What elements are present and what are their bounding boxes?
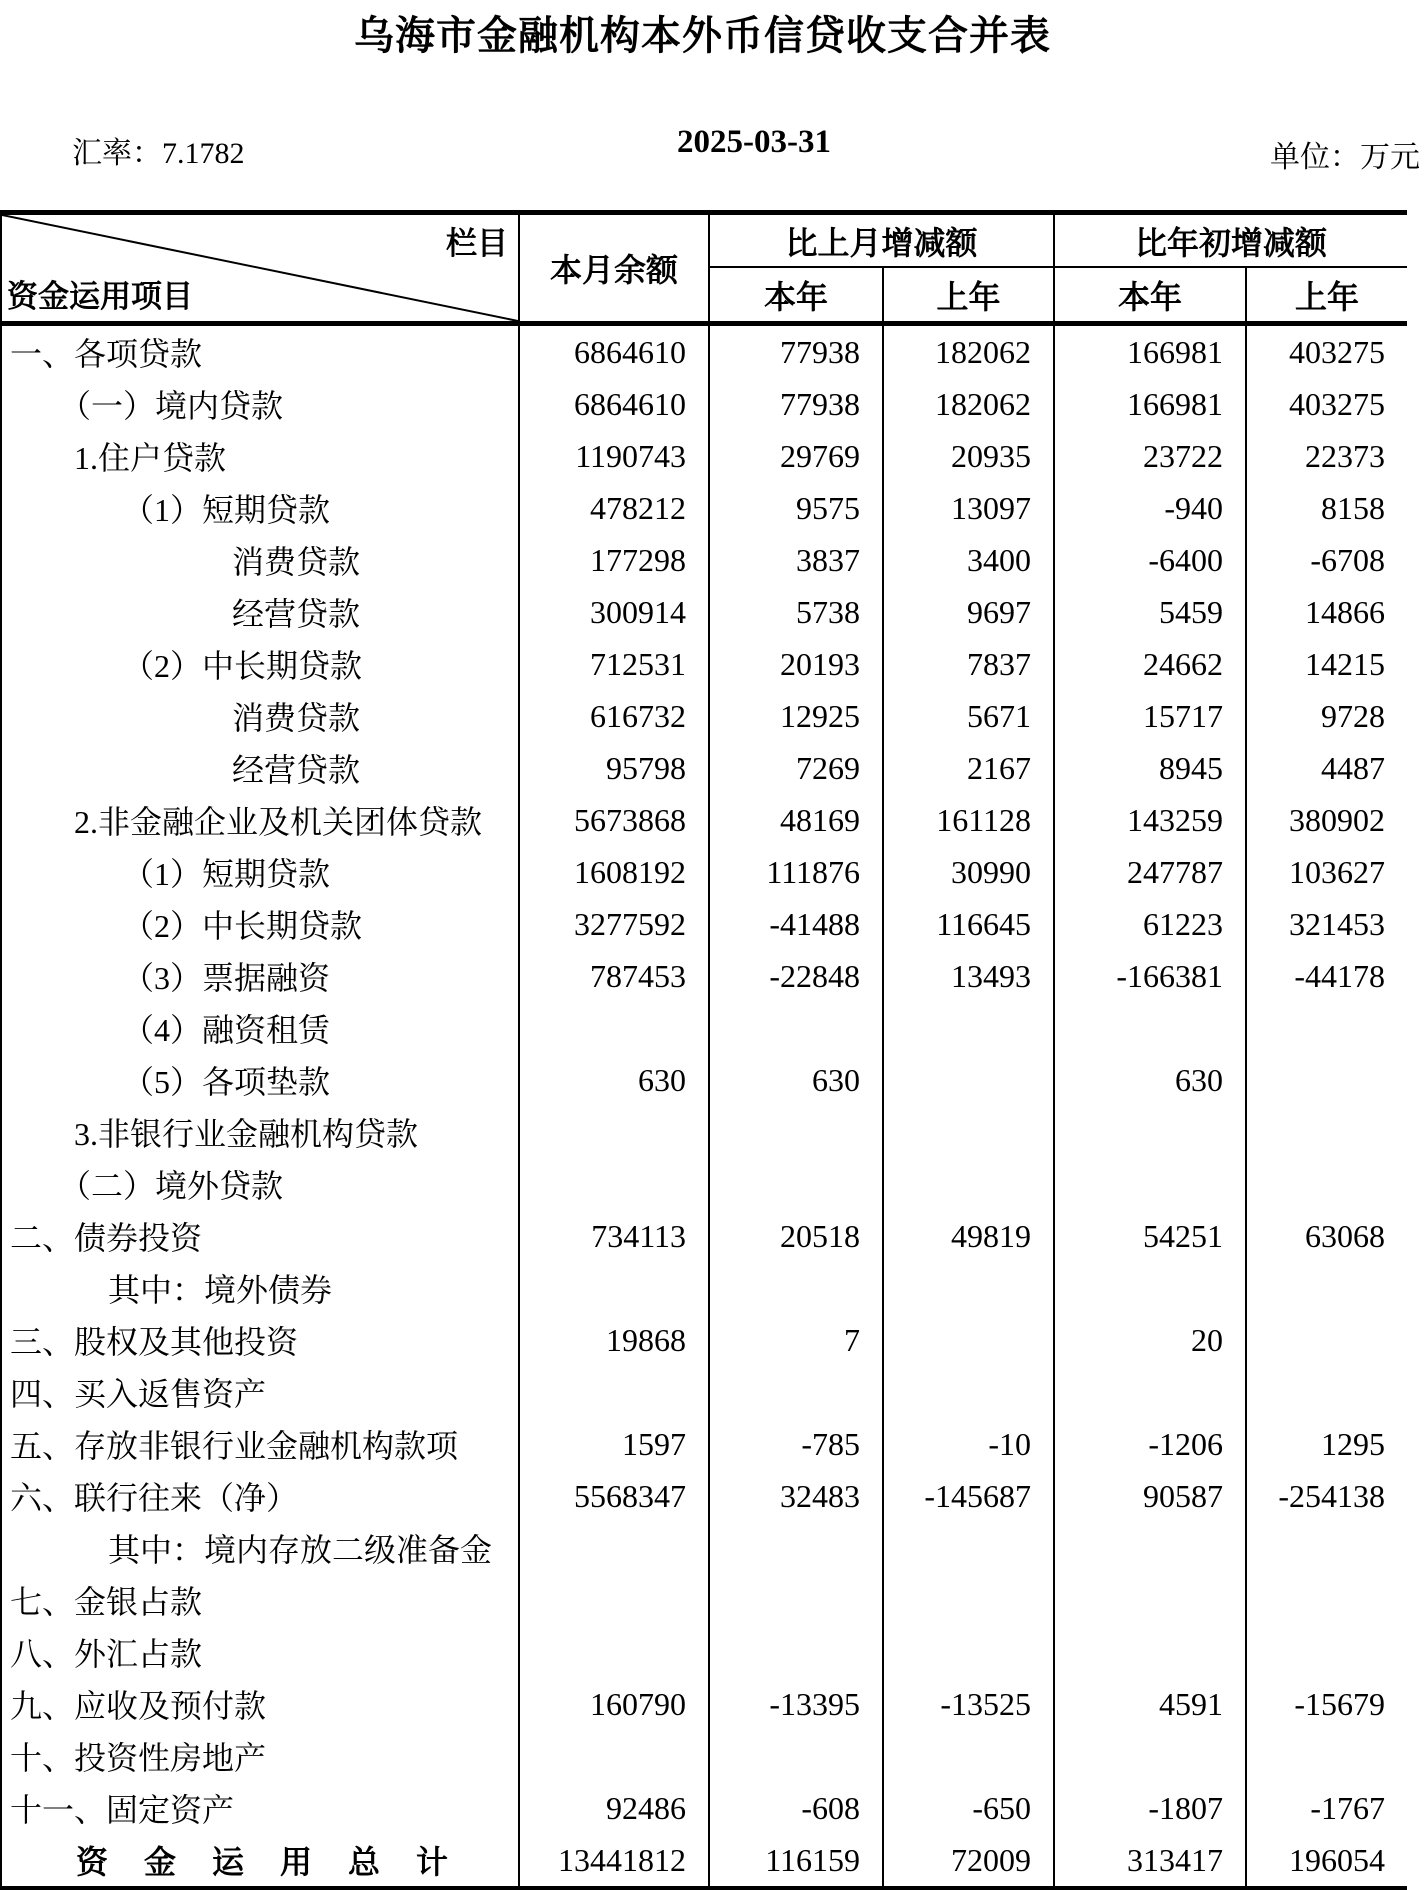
value-cell: 23722 [1055, 430, 1247, 482]
item-label: 其中：境内存放二级准备金 [2, 1522, 520, 1574]
value-cell: 1597 [520, 1418, 710, 1470]
table-row [2, 430, 1407, 482]
value-cell: 20935 [884, 430, 1055, 482]
value-cell [520, 1626, 710, 1678]
col-header-last-year-1: 上年 [884, 268, 1055, 321]
value-cell [1247, 1054, 1407, 1106]
value-cell [884, 1626, 1055, 1678]
table-row [2, 1210, 1407, 1262]
value-cell [520, 1574, 710, 1626]
value-cell: -145687 [884, 1470, 1055, 1522]
value-cell: 6864610 [520, 326, 710, 378]
value-cell: 787453 [520, 950, 710, 1002]
item-label: 三、股权及其他投资 [2, 1314, 520, 1366]
item-label: 2.非金融企业及机关团体贷款 [2, 794, 520, 846]
item-label: （2）中长期贷款 [2, 898, 520, 950]
value-cell: 116645 [884, 898, 1055, 950]
value-cell: 166981 [1055, 378, 1247, 430]
value-cell: 8158 [1321, 489, 1385, 526]
exchange-rate [72, 128, 245, 172]
value-cell [710, 1574, 884, 1626]
value-cell: 14215 [1305, 645, 1385, 682]
corner-columns-label: 栏目 [446, 226, 508, 261]
value-cell: -1767 [1310, 1789, 1385, 1826]
item-label: 五、存放非银行业金融机构款项 [2, 1418, 520, 1470]
value-cell: 49819 [884, 1210, 1055, 1262]
value-cell: 3400 [884, 534, 1055, 586]
unit-label: 单位： [1270, 141, 1360, 174]
value-cell: 2167 [884, 742, 1055, 794]
table-body [2, 326, 1407, 1886]
value-cell: 6864610 [520, 378, 710, 430]
table-header [2, 215, 1407, 326]
value-cell [1247, 1366, 1407, 1418]
value-cell: 77938 [710, 378, 884, 430]
value-cell [884, 1730, 1055, 1782]
value-cell: 15717 [1055, 690, 1247, 742]
value-cell: 196054 [1289, 1841, 1385, 1878]
value-cell: 63068 [1305, 1217, 1385, 1254]
value-cell: 4487 [1321, 749, 1385, 786]
value-cell: 111876 [710, 846, 884, 898]
value-cell: -608 [710, 1782, 884, 1834]
table-row [2, 690, 1407, 742]
table-row [2, 1002, 1407, 1054]
table-row [2, 586, 1407, 638]
table-row [2, 846, 1407, 898]
value-cell: 247787 [1055, 846, 1247, 898]
unit-value: 万元 [1360, 141, 1420, 174]
value-cell: 313417 [1055, 1834, 1247, 1886]
value-cell: -1206 [1055, 1418, 1247, 1470]
value-cell [710, 1106, 884, 1158]
table-row [2, 1054, 1407, 1106]
value-cell: 630 [1055, 1054, 1247, 1106]
item-label: 经营贷款 [2, 742, 520, 794]
value-cell [520, 1522, 710, 1574]
value-cell [1055, 1574, 1247, 1626]
unit-note [1270, 132, 1420, 176]
value-cell [520, 1002, 710, 1054]
value-cell [1055, 1522, 1247, 1574]
value-cell: 20 [1055, 1314, 1247, 1366]
value-cell: 161128 [884, 794, 1055, 846]
page-title: 乌海市金融机构本外币信贷收支合并表 [354, 13, 1051, 58]
value-cell: 8945 [1055, 742, 1247, 794]
value-cell: 12925 [710, 690, 884, 742]
item-label: 消费贷款 [2, 534, 520, 586]
value-cell [520, 1730, 710, 1782]
item-label: 九、应收及预付款 [2, 1678, 520, 1730]
item-label: 二、债券投资 [2, 1210, 520, 1262]
value-cell [520, 1366, 710, 1418]
value-cell: -13525 [884, 1678, 1055, 1730]
value-cell [1247, 1730, 1407, 1782]
value-cell: 116159 [710, 1834, 884, 1886]
value-cell: 182062 [884, 326, 1055, 378]
value-cell: 9728 [1321, 697, 1385, 734]
value-cell: -785 [710, 1418, 884, 1470]
value-cell [1247, 1522, 1407, 1574]
table-row [2, 1314, 1407, 1366]
exchange-rate-value: 7.1782 [162, 137, 245, 170]
table-row [2, 898, 1407, 950]
value-cell: -10 [884, 1418, 1055, 1470]
value-cell: 403275 [1289, 333, 1385, 370]
value-cell: 92486 [520, 1782, 710, 1834]
table-row [2, 1158, 1407, 1210]
value-cell: 19868 [520, 1314, 710, 1366]
value-cell [710, 1262, 884, 1314]
value-cell: -254138 [1278, 1477, 1385, 1514]
table-row [2, 1262, 1407, 1314]
table-row [2, 1626, 1407, 1678]
value-cell: -44178 [1294, 957, 1385, 994]
item-label: 资 金 运 用 总 计 [2, 1834, 520, 1886]
value-cell [1055, 1626, 1247, 1678]
value-cell [1247, 1158, 1407, 1210]
value-cell [884, 1522, 1055, 1574]
item-label: 经营贷款 [2, 586, 520, 638]
item-label: 七、金银占款 [2, 1574, 520, 1626]
table-row [2, 950, 1407, 1002]
value-cell: 72009 [884, 1834, 1055, 1886]
value-cell [520, 1158, 710, 1210]
value-cell [710, 1366, 884, 1418]
table-row [2, 794, 1407, 846]
value-cell [710, 1626, 884, 1678]
value-cell: 48169 [710, 794, 884, 846]
value-cell: 5738 [710, 586, 884, 638]
table-row [2, 1730, 1407, 1782]
value-cell: 403275 [1289, 385, 1385, 422]
value-cell [884, 1054, 1055, 1106]
col-header-this-year-2: 本年 [1055, 268, 1247, 321]
value-cell [710, 1730, 884, 1782]
value-cell [884, 1314, 1055, 1366]
table-row [2, 1418, 1407, 1470]
value-cell: 22373 [1305, 437, 1385, 474]
exchange-rate-label: 汇率： [72, 137, 162, 170]
value-cell: 380902 [1289, 801, 1385, 838]
value-cell [1055, 1262, 1247, 1314]
value-cell: 7269 [710, 742, 884, 794]
table-row [2, 1470, 1407, 1522]
value-cell: 30990 [884, 846, 1055, 898]
table-row [2, 1366, 1407, 1418]
value-cell: 20193 [710, 638, 884, 690]
table-row [2, 1106, 1407, 1158]
value-cell: -650 [884, 1782, 1055, 1834]
item-label: 3.非银行业金融机构贷款 [2, 1106, 520, 1158]
value-cell [520, 1262, 710, 1314]
value-cell: 61223 [1055, 898, 1247, 950]
value-cell [1247, 1314, 1407, 1366]
item-label: （2）中长期贷款 [2, 638, 520, 690]
table-row [2, 742, 1407, 794]
value-cell [884, 1366, 1055, 1418]
value-cell [1055, 1002, 1247, 1054]
credit-balance-table [0, 210, 1407, 1890]
value-cell: 9575 [710, 482, 884, 534]
value-cell: 77938 [710, 326, 884, 378]
value-cell: 4591 [1055, 1678, 1247, 1730]
table-row [2, 1522, 1407, 1574]
value-cell: 13441812 [520, 1834, 710, 1886]
value-cell: -15679 [1294, 1685, 1385, 1722]
value-cell [884, 1574, 1055, 1626]
value-cell [884, 1158, 1055, 1210]
item-label: （1）短期贷款 [2, 846, 520, 898]
value-cell [710, 1158, 884, 1210]
value-cell: -1807 [1055, 1782, 1247, 1834]
value-cell: 3277592 [520, 898, 710, 950]
corner-items-label: 资金运用项目 [7, 279, 193, 314]
value-cell: 7 [710, 1314, 884, 1366]
value-cell [1055, 1106, 1247, 1158]
value-cell [1055, 1730, 1247, 1782]
item-label: 一、各项贷款 [2, 326, 520, 378]
value-cell: 54251 [1055, 1210, 1247, 1262]
value-cell: 321453 [1289, 905, 1385, 942]
corner-header-cell [2, 215, 520, 321]
col-header-balance: 本月余额 [520, 215, 710, 321]
value-cell: 13493 [884, 950, 1055, 1002]
value-cell: 29769 [710, 430, 884, 482]
value-cell: 1295 [1321, 1425, 1385, 1462]
item-label: 六、联行往来（净） [2, 1470, 520, 1522]
item-label: 消费贷款 [2, 690, 520, 742]
value-cell: 20518 [710, 1210, 884, 1262]
value-cell: 1190743 [520, 430, 710, 482]
report-date: 2025-03-31 [677, 124, 831, 160]
value-cell [1055, 1366, 1247, 1418]
value-cell [884, 1002, 1055, 1054]
value-cell: 5671 [884, 690, 1055, 742]
value-cell: 14866 [1305, 593, 1385, 630]
item-label: 十、投资性房地产 [2, 1730, 520, 1782]
value-cell: 5459 [1055, 586, 1247, 638]
item-label: （二）境外贷款 [2, 1158, 520, 1210]
value-cell: 182062 [884, 378, 1055, 430]
value-cell: 734113 [520, 1210, 710, 1262]
value-cell [1247, 1262, 1407, 1314]
value-cell: -166381 [1055, 950, 1247, 1002]
item-label: （3）票据融资 [2, 950, 520, 1002]
table-row [2, 378, 1407, 430]
value-cell: -13395 [710, 1678, 884, 1730]
col-header-vs-last-month: 比上月增减额 [710, 215, 1055, 268]
value-cell [1247, 1002, 1407, 1054]
item-label: （4）融资租赁 [2, 1002, 520, 1054]
value-cell [1055, 1158, 1247, 1210]
value-cell: 300914 [520, 586, 710, 638]
value-cell: 103627 [1289, 853, 1385, 890]
value-cell: 95798 [520, 742, 710, 794]
value-cell [884, 1262, 1055, 1314]
table-row [2, 1834, 1407, 1886]
item-label: （5）各项垫款 [2, 1054, 520, 1106]
value-cell [710, 1522, 884, 1574]
value-cell: 160790 [520, 1678, 710, 1730]
table-row [2, 1574, 1407, 1626]
value-cell: 616732 [520, 690, 710, 742]
value-cell: 5673868 [520, 794, 710, 846]
value-cell [884, 1106, 1055, 1158]
value-cell [1247, 1626, 1407, 1678]
col-header-this-year-1: 本年 [710, 268, 884, 321]
table-row [2, 1678, 1407, 1730]
value-cell: -6708 [1310, 541, 1385, 578]
value-cell: 478212 [520, 482, 710, 534]
value-cell: 24662 [1055, 638, 1247, 690]
value-cell: 143259 [1055, 794, 1247, 846]
table-row [2, 482, 1407, 534]
item-label: 十一、固定资产 [2, 1782, 520, 1834]
value-cell: -41488 [710, 898, 884, 950]
value-cell [1247, 1106, 1407, 1158]
value-cell: -940 [1055, 482, 1247, 534]
col-header-last-year-2: 上年 [1294, 278, 1359, 315]
item-label: （1）短期贷款 [2, 482, 520, 534]
value-cell: 630 [710, 1054, 884, 1106]
value-cell [710, 1002, 884, 1054]
table-row [2, 326, 1407, 378]
value-cell [520, 1106, 710, 1158]
value-cell: 166981 [1055, 326, 1247, 378]
value-cell: 9697 [884, 586, 1055, 638]
value-cell: -22848 [710, 950, 884, 1002]
item-label: 四、买入返售资产 [2, 1366, 520, 1418]
value-cell: 712531 [520, 638, 710, 690]
value-cell: 7837 [884, 638, 1055, 690]
value-cell: -6400 [1055, 534, 1247, 586]
value-cell: 90587 [1055, 1470, 1247, 1522]
item-label: （一）境内贷款 [2, 378, 520, 430]
value-cell: 5568347 [520, 1470, 710, 1522]
item-label: 其中：境外债券 [2, 1262, 520, 1314]
col-header-vs-year-start: 比年初增减额 [1055, 215, 1407, 268]
value-cell: 32483 [710, 1470, 884, 1522]
table-row [2, 638, 1407, 690]
value-cell: 3837 [710, 534, 884, 586]
item-label: 1.住户贷款 [2, 430, 520, 482]
value-cell [1247, 1574, 1407, 1626]
table-row [2, 534, 1407, 586]
value-cell: 13097 [884, 482, 1055, 534]
value-cell: 177298 [520, 534, 710, 586]
table-row [2, 1782, 1407, 1834]
value-cell: 630 [520, 1054, 710, 1106]
value-cell: 1608192 [520, 846, 710, 898]
item-label: 八、外汇占款 [2, 1626, 520, 1678]
